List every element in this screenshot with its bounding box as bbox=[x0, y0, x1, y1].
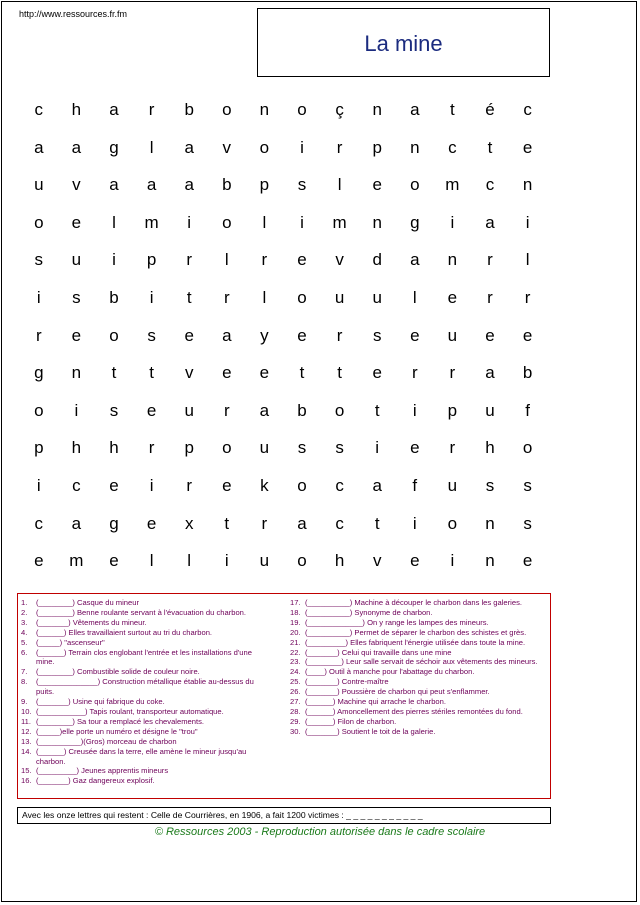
grid-cell: n bbox=[522, 175, 533, 195]
grid-cell: o bbox=[522, 438, 533, 458]
grid-cell: v bbox=[372, 551, 382, 571]
grid-cell: o bbox=[222, 212, 232, 232]
clue-item bbox=[290, 687, 543, 697]
clue-number: 2. bbox=[21, 607, 28, 617]
grid-cell: r bbox=[449, 438, 456, 458]
grid-row bbox=[20, 397, 548, 435]
grid-cell: e bbox=[297, 250, 307, 270]
grid-cell: t bbox=[224, 513, 230, 533]
page-title: La mine bbox=[364, 31, 443, 56]
clue-item bbox=[21, 776, 269, 786]
grid-cell: t bbox=[374, 400, 380, 420]
clue-text: (______) Elles travaillaient surtout au tri du charbon. bbox=[36, 627, 213, 637]
grid-cell: r bbox=[223, 400, 230, 420]
grid-cell: g bbox=[109, 513, 119, 533]
grid-cell: e bbox=[372, 363, 382, 383]
grid-cell: r bbox=[261, 250, 268, 270]
grid-cell: l bbox=[262, 212, 267, 232]
grid-cell: s bbox=[109, 400, 119, 420]
grid-cell: u bbox=[259, 551, 270, 571]
grid-cell: t bbox=[487, 137, 493, 157]
clue-text: (_________) Elles fabriquent l'énergie utilisée dans toute la mine. bbox=[305, 637, 526, 647]
grid-cell: u bbox=[184, 400, 194, 420]
grid-cell: a bbox=[372, 475, 382, 495]
grid-row bbox=[20, 547, 548, 585]
grid-cell: c bbox=[485, 175, 495, 195]
clue-number: 10. bbox=[21, 706, 32, 716]
grid-cell: u bbox=[34, 175, 44, 195]
grid-cell: i bbox=[525, 212, 530, 232]
grid-cell: o bbox=[109, 325, 119, 345]
clue-item bbox=[290, 667, 543, 677]
grid-cell: n bbox=[485, 513, 495, 533]
clue-item bbox=[21, 648, 269, 668]
clue-text: (___________) Tapis roulant, transporteur automatique. bbox=[36, 706, 224, 716]
grid-cell: r bbox=[261, 513, 268, 533]
grid-cell: e bbox=[109, 551, 119, 571]
grid-cell: p bbox=[146, 250, 157, 270]
grid-cell: e bbox=[447, 287, 458, 307]
grid-cell: a bbox=[71, 513, 82, 533]
clue-text: (_______) Contre-maître bbox=[305, 677, 389, 687]
clue-text: (____) Outil à manche pour l'abattage du charbon. bbox=[305, 667, 475, 677]
grid-cell: h bbox=[334, 551, 345, 571]
grid-cell: i bbox=[187, 212, 192, 232]
grid-cell: p bbox=[372, 137, 382, 157]
grid-row bbox=[20, 359, 548, 397]
grid-cell: g bbox=[34, 363, 44, 383]
grid-row bbox=[20, 434, 548, 472]
grid-cell: c bbox=[335, 513, 344, 533]
clue-number: 30. bbox=[290, 726, 301, 736]
grid-row bbox=[20, 209, 548, 247]
grid-cell: v bbox=[72, 175, 81, 195]
clue-number: 7. bbox=[21, 667, 28, 677]
grid-cell: v bbox=[184, 363, 194, 383]
grid-cell: i bbox=[74, 400, 79, 420]
grid-cell: o bbox=[34, 212, 44, 232]
grid-row bbox=[20, 134, 548, 172]
grid-cell: i bbox=[149, 475, 154, 495]
clue-number: 28. bbox=[290, 706, 301, 716]
grid-cell: o bbox=[297, 100, 307, 119]
clue-item bbox=[290, 598, 543, 608]
grid-cell: a bbox=[485, 363, 495, 383]
grid-cell: e bbox=[522, 551, 533, 571]
clues-column-left bbox=[21, 598, 269, 786]
grid-cell: s bbox=[72, 287, 81, 307]
grid-cell: i bbox=[450, 212, 455, 232]
grid-cell: s bbox=[372, 325, 382, 345]
clue-text: (_____________) On y range les lampes des mineurs. bbox=[305, 617, 489, 627]
grid-cell: l bbox=[112, 212, 116, 232]
grid-cell: u bbox=[259, 438, 270, 458]
grid-cell: e bbox=[71, 212, 82, 232]
grid-cell: s bbox=[297, 438, 307, 458]
grid-cell: h bbox=[71, 438, 82, 458]
clue-number: 15. bbox=[21, 766, 32, 776]
grid-cell: i bbox=[412, 400, 417, 420]
clue-number: 4. bbox=[21, 627, 28, 637]
grid-cell: b bbox=[109, 287, 119, 307]
grid-cell: r bbox=[186, 250, 193, 270]
clue-item bbox=[290, 717, 543, 727]
grid-cell: a bbox=[259, 400, 270, 420]
grid-cell: u bbox=[334, 287, 345, 307]
clue-text: (________) Benne roulante servant à l'évacuation du charbon. bbox=[36, 607, 247, 617]
clue-item bbox=[290, 608, 543, 618]
grid-cell: c bbox=[34, 100, 44, 119]
grid-cell: n bbox=[71, 363, 82, 383]
grid-cell: r bbox=[223, 287, 230, 307]
clues-panel bbox=[17, 593, 551, 799]
grid-cell: e bbox=[71, 325, 82, 345]
grid-cell: t bbox=[111, 363, 117, 383]
grid-cell: r bbox=[487, 250, 493, 270]
clue-number: 3. bbox=[21, 617, 28, 627]
grid-cell: r bbox=[336, 137, 343, 157]
grid-cell: g bbox=[410, 212, 420, 232]
grid-cell: n bbox=[259, 100, 270, 119]
clue-text: (_______) Soutient le toit de la galerie. bbox=[305, 726, 436, 736]
grid-cell: a bbox=[485, 212, 495, 232]
grid-cell: r bbox=[336, 325, 343, 345]
grid-cell: b bbox=[222, 175, 232, 195]
clue-number: 16. bbox=[21, 776, 32, 786]
clue-number: 5. bbox=[21, 637, 28, 647]
grid-cell: c bbox=[448, 137, 457, 157]
copyright-footer: © Ressources 2003 - Reproduction autorisée dans le cadre scolaire bbox=[154, 826, 486, 838]
clue-text: (______________) Construction métallique établie au-dessus du puits. bbox=[36, 677, 254, 697]
grid-cell: s bbox=[485, 475, 495, 495]
grid-cell: p bbox=[447, 400, 458, 420]
grid-cell: o bbox=[334, 400, 345, 420]
grid-cell: l bbox=[337, 175, 342, 195]
grid-cell: b bbox=[297, 400, 307, 420]
clue-number: 22. bbox=[290, 647, 301, 657]
grid-cell: e bbox=[297, 325, 307, 345]
grid-cell: a bbox=[109, 175, 119, 195]
clue-text: (________) Leur salle servait de séchoir aux vêtements des mineurs. bbox=[305, 657, 538, 667]
grid-cell: e bbox=[410, 551, 420, 571]
clue-number: 14. bbox=[21, 746, 32, 756]
clue-text: (_____)elle porte un numéro et désigne le "trou" bbox=[36, 726, 198, 736]
grid-cell: l bbox=[149, 137, 154, 157]
clue-text: (______) Amoncellement des pierres stériles remontées du fond. bbox=[305, 706, 523, 716]
clue-text: (_______) Usine qui fabrique du coke. bbox=[36, 697, 165, 707]
clue-text: (______) Creusée dans la terre, elle amène le mineur jusqu'au charbon. bbox=[36, 746, 247, 766]
clue-item bbox=[21, 667, 269, 677]
grid-cell: o bbox=[297, 475, 307, 495]
clue-text: (______) Machine qui arrache le charbon. bbox=[305, 697, 446, 707]
grid-cell: r bbox=[449, 363, 456, 383]
grid-cell: v bbox=[222, 137, 232, 157]
grid-cell: i bbox=[450, 551, 455, 571]
grid-cell: l bbox=[187, 551, 192, 571]
grid-cell: e bbox=[184, 325, 194, 345]
grid-cell: e bbox=[410, 438, 420, 458]
grid-cell: i bbox=[112, 250, 116, 270]
grid-cell: e bbox=[146, 400, 157, 420]
clue-item bbox=[290, 648, 543, 658]
grid-cell: a bbox=[109, 100, 119, 119]
clue-number: 8. bbox=[21, 677, 28, 687]
grid-cell: o bbox=[259, 137, 270, 157]
grid-cell: u bbox=[485, 400, 495, 420]
clue-item bbox=[290, 727, 543, 737]
grid-cell: a bbox=[410, 100, 420, 119]
grid-cell: r bbox=[411, 363, 418, 383]
grid-cell: e bbox=[259, 363, 270, 383]
grid-row bbox=[20, 96, 548, 134]
grid-cell: i bbox=[36, 475, 41, 495]
title-box bbox=[257, 8, 550, 77]
clue-text: (__________) Machine à découper le charbon dans les galeries. bbox=[305, 598, 522, 607]
grid-cell: e bbox=[222, 363, 232, 383]
clue-text: (________) Casque du mineur bbox=[36, 598, 140, 607]
grid-cell: l bbox=[525, 250, 530, 270]
clue-item bbox=[21, 598, 269, 608]
grid-cell: m bbox=[69, 551, 84, 571]
grid-cell: s bbox=[147, 325, 156, 345]
clue-number: 12. bbox=[21, 726, 32, 736]
clue-number: 13. bbox=[21, 736, 32, 746]
grid-cell: u bbox=[447, 475, 458, 495]
grid-cell: n bbox=[372, 212, 382, 232]
clue-item bbox=[290, 628, 543, 638]
grid-cell: o bbox=[297, 551, 307, 571]
grid-cell: t bbox=[149, 363, 154, 383]
clue-number: 21. bbox=[290, 637, 301, 647]
clue-number: 1. bbox=[21, 598, 28, 607]
grid-cell: n bbox=[485, 551, 495, 571]
clue-item bbox=[21, 747, 269, 767]
grid-cell: t bbox=[299, 363, 305, 383]
grid-row bbox=[20, 246, 548, 284]
grid-cell: s bbox=[523, 513, 532, 533]
grid-cell: t bbox=[374, 513, 380, 533]
clue-text: (_________) Jeunes apprentis mineurs bbox=[36, 766, 169, 776]
clue-text: (________) Combustible solide de couleur noire. bbox=[36, 667, 200, 677]
grid-cell: h bbox=[485, 438, 495, 458]
clue-number: 17. bbox=[290, 598, 301, 607]
grid-cell: u bbox=[372, 287, 382, 307]
grid-cell: i bbox=[36, 287, 41, 307]
clue-item bbox=[290, 707, 543, 717]
grid-cell: u bbox=[71, 250, 82, 270]
clue-item bbox=[21, 697, 269, 707]
clue-item bbox=[290, 657, 543, 667]
grid-cell: é bbox=[485, 100, 495, 119]
grid-cell: r bbox=[524, 287, 531, 307]
grid-row bbox=[20, 322, 548, 360]
final-answer-text: Avec les onze lettres qui restent : Celle de Courrières, en 1906, a fait 1200 victimes : _ _ _ _ _ _ _ _ _ _ _ bbox=[22, 810, 423, 820]
grid-cell: n bbox=[410, 137, 420, 157]
grid-cell: i bbox=[149, 287, 154, 307]
clue-number: 29. bbox=[290, 716, 301, 726]
grid-cell: u bbox=[447, 325, 458, 345]
clue-item bbox=[21, 727, 269, 737]
grid-cell: a bbox=[222, 325, 232, 345]
clue-text: (_______) Celui qui travaille dans une mine bbox=[305, 647, 452, 657]
grid-cell: r bbox=[148, 100, 155, 119]
grid-cell: g bbox=[109, 137, 119, 157]
clue-item bbox=[21, 608, 269, 618]
grid-cell: p bbox=[34, 438, 44, 458]
grid-cell: p bbox=[184, 438, 194, 458]
grid-cell: m bbox=[144, 212, 159, 232]
grid-cell: x bbox=[184, 513, 194, 533]
grid-cell: s bbox=[34, 250, 44, 270]
clue-number: 26. bbox=[290, 687, 301, 697]
grid-cell: ç bbox=[335, 100, 344, 119]
grid-cell: l bbox=[149, 551, 154, 571]
clue-number: 23. bbox=[290, 657, 301, 667]
grid-cell: r bbox=[487, 287, 493, 307]
grid-cell: r bbox=[148, 438, 155, 458]
clue-text: (_______) Poussière de charbon qui peut s'enflammer. bbox=[305, 687, 490, 697]
grid-cell: v bbox=[335, 250, 344, 270]
grid-cell: o bbox=[447, 513, 458, 533]
clue-text: (______) Filon de charbon. bbox=[305, 716, 397, 726]
clue-text: (__________) Permet de séparer le charbon des schistes et grès. bbox=[305, 627, 527, 637]
grid-cell: l bbox=[224, 250, 229, 270]
grid-cell: o bbox=[34, 400, 44, 420]
clue-text: (______) Terrain clos englobant l'entrée et les installations d'une mine. bbox=[36, 647, 252, 667]
grid-cell: o bbox=[222, 438, 232, 458]
grid-cell: i bbox=[412, 513, 417, 533]
grid-cell: t bbox=[337, 363, 342, 383]
clue-item bbox=[21, 717, 269, 727]
clue-text: (________) Sa tour a remplacé les chevalements. bbox=[36, 716, 205, 726]
clue-number: 11. bbox=[21, 716, 31, 726]
clue-number: 9. bbox=[21, 697, 28, 707]
clue-item bbox=[290, 618, 543, 628]
grid-cell: o bbox=[222, 100, 232, 119]
grid-cell: s bbox=[297, 175, 307, 195]
grid-cell: k bbox=[260, 475, 269, 495]
grid-cell: e bbox=[222, 475, 232, 495]
grid-row bbox=[20, 171, 548, 209]
grid-cell: o bbox=[410, 175, 420, 195]
clue-number: 24. bbox=[290, 667, 301, 677]
clue-number: 20. bbox=[290, 627, 301, 637]
grid-cell: y bbox=[260, 325, 269, 345]
grid-cell: h bbox=[71, 100, 82, 119]
clue-text: (_______) Gaz dangereux explosif. bbox=[36, 776, 155, 786]
grid-cell: r bbox=[35, 325, 42, 345]
grid-cell: m bbox=[445, 175, 460, 195]
grid-cell: n bbox=[447, 250, 458, 270]
grid-cell: b bbox=[184, 100, 194, 119]
clue-number: 19. bbox=[290, 617, 301, 627]
clue-text: (__________) Synonyme de charbon. bbox=[305, 607, 433, 617]
clue-item bbox=[290, 638, 543, 648]
grid-cell: e bbox=[146, 513, 157, 533]
clue-item bbox=[21, 638, 269, 648]
grid-cell: t bbox=[186, 287, 192, 307]
grid-cell: i bbox=[375, 438, 380, 458]
grid-cell: a bbox=[34, 137, 44, 157]
grid-cell: f bbox=[412, 475, 418, 495]
clue-item bbox=[21, 618, 269, 628]
final-answer-box bbox=[17, 807, 551, 824]
grid-cell: c bbox=[523, 100, 532, 119]
clue-item bbox=[21, 628, 269, 638]
grid-cell: l bbox=[262, 287, 267, 307]
grid-row bbox=[20, 472, 548, 510]
grid-cell: c bbox=[34, 513, 44, 533]
clue-text: (_______) Vêtements du mineur. bbox=[36, 617, 147, 627]
grid-cell: i bbox=[300, 137, 304, 157]
clue-item bbox=[21, 766, 269, 776]
grid-cell: e bbox=[34, 551, 44, 571]
source-url[interactable]: http://www.ressources.fr.fm bbox=[19, 9, 128, 19]
grid-cell: e bbox=[372, 175, 382, 195]
grid-cell: s bbox=[335, 438, 344, 458]
grid-cell: h bbox=[109, 438, 119, 458]
grid-cell: d bbox=[372, 250, 382, 270]
grid-cell: a bbox=[184, 137, 194, 157]
grid-row bbox=[20, 510, 548, 548]
grid-row bbox=[20, 284, 548, 322]
grid-cell: i bbox=[224, 551, 229, 571]
grid-cell: f bbox=[525, 400, 530, 420]
grid-cell: b bbox=[522, 363, 533, 383]
clue-number: 25. bbox=[290, 677, 301, 687]
grid-cell: a bbox=[71, 137, 82, 157]
clue-text: (_____) "ascenseur" bbox=[36, 637, 105, 647]
clue-item bbox=[21, 677, 269, 697]
clue-number: 6. bbox=[21, 647, 28, 657]
clue-item bbox=[21, 737, 269, 747]
clue-item bbox=[290, 697, 543, 707]
grid-cell: c bbox=[335, 475, 344, 495]
clue-text: (__________)(Gros) morceau de charbon bbox=[36, 736, 177, 746]
grid-cell: e bbox=[522, 325, 533, 345]
grid-cell: s bbox=[523, 475, 532, 495]
grid-cell: a bbox=[146, 175, 157, 195]
word-search-grid bbox=[20, 96, 548, 585]
clue-number: 18. bbox=[290, 607, 301, 617]
grid-cell: n bbox=[372, 100, 382, 119]
grid-cell: p bbox=[259, 175, 270, 195]
clue-item bbox=[21, 707, 269, 717]
grid-cell: a bbox=[297, 513, 307, 533]
grid-cell: l bbox=[412, 287, 417, 307]
clues-column-right bbox=[290, 598, 543, 737]
grid-cell: e bbox=[485, 325, 495, 345]
grid-cell: o bbox=[297, 287, 307, 307]
grid-cell: a bbox=[410, 250, 420, 270]
grid-cell: t bbox=[450, 100, 455, 119]
clue-item bbox=[290, 677, 543, 687]
grid-cell: e bbox=[109, 475, 119, 495]
grid-cell: i bbox=[300, 212, 304, 232]
grid-cell: c bbox=[72, 475, 81, 495]
grid-cell: e bbox=[410, 325, 420, 345]
grid-cell: a bbox=[184, 175, 194, 195]
clue-number: 27. bbox=[290, 697, 301, 707]
grid-cell: e bbox=[522, 137, 533, 157]
grid-cell: r bbox=[186, 475, 193, 495]
grid-cell: m bbox=[332, 212, 347, 232]
